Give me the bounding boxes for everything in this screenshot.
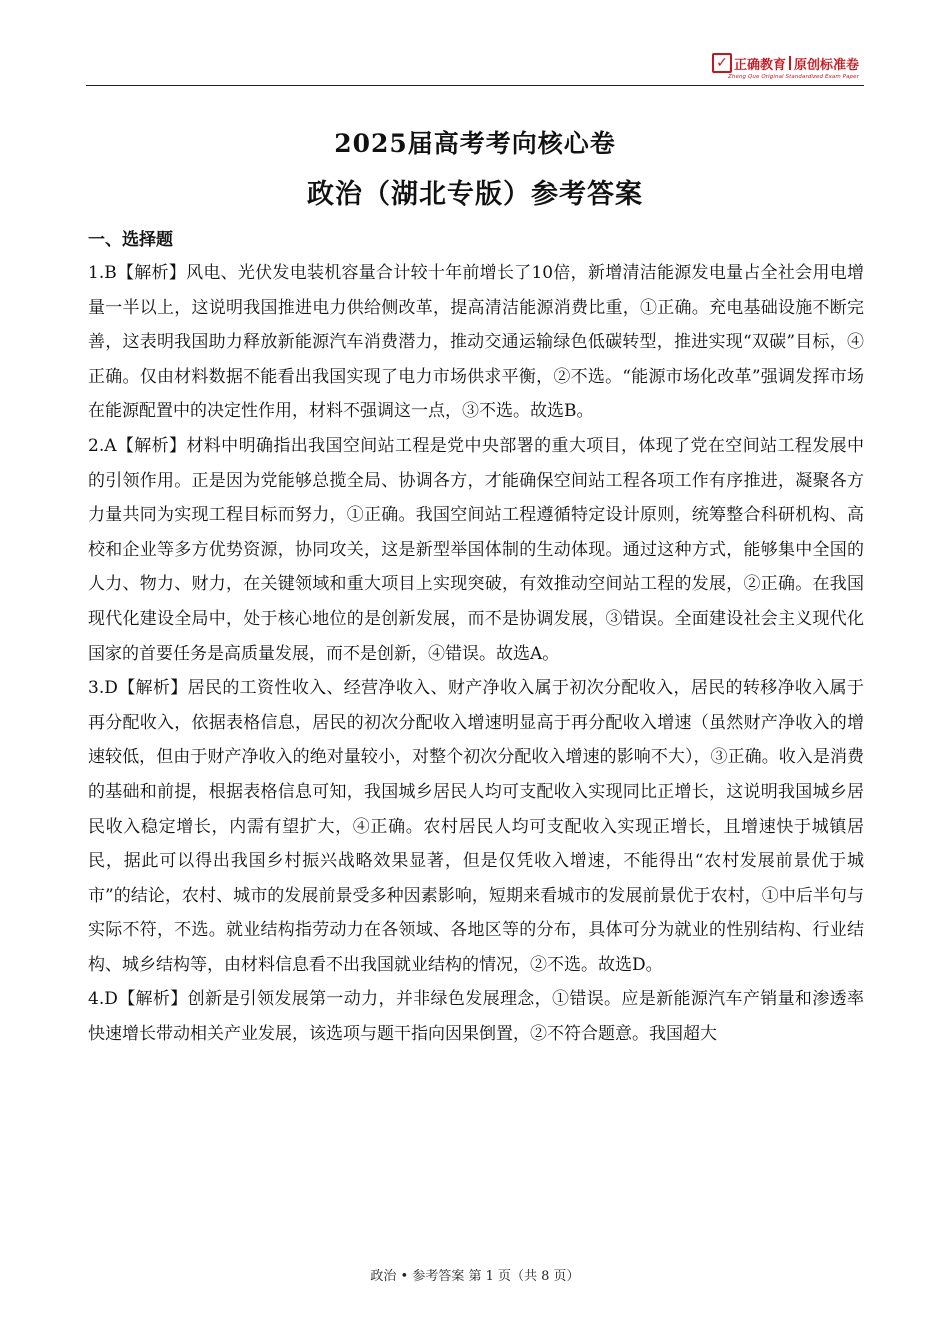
brand-logo [712, 53, 859, 80]
brand-name: 正确教育 [733, 57, 786, 73]
brand-divider [789, 56, 791, 70]
section-heading: 一、选择题 [88, 230, 173, 250]
answer-item-3: 3.D【解析】居民的工资性收入、经营净收入、财产净收入属于初次分配收入，居民的转移净收入属于再分配收入，依据表格信息，居民的初次分配收入增速明显高于再分配收入增速（虽然财产净收入的增速较低，但由于财产净收入的绝对量较小，对整个初次分配收入增速的影响不大），③正确。收入是消费的基础和前提，根据表格信息可知，我国城乡居民人均可支配收入实现同比正增长，这说明我国城乡居民收入稳定增长，内需有望扩大，④正确。农村居民人均可支配收入实现正增长，且增速快于城镇居民，据此可以得出我国乡村振兴战略效果显著，但是仅凭收入增速，不能得出“农村发展前景优于城市”的结论，农村、城市的发展前景受多种因素影响，短期来看城市的发展前景优于农村，①中后半句与实际不符，不选。就业结构指劳动力在各领域、各地区等的分布，具体可分为就业的性别结构、行业结构、城乡结构等，由材料信息看不出我国就业结构的情况，②不选。故选D。 [88, 678, 864, 975]
answer-item-2: 2.A【解析】材料中明确指出我国空间站工程是党中央部署的重大项目，体现了党在空间站工程发展中的引领作用。正是因为党能够总揽全局、协调各方，才能确保空间站工程各项工作有序推进，凝聚各方力量共同为实现工程目标而努力，①正确。我国空间站工程遵循特定设计原则，统筹整合科研机构、高校和企业等多方优势资源，协同攻关，这是新型举国体制的生动体现。通过这种方式，能够集中全国的人力、物力、财力，在关键领域和重大项目上实现突破，有效推动空间站工程的发展，②正确。在我国现代化建设全局中，处于核心地位的是创新发展，而不是协调发展，③错误。全面建设社会主义现代化国家的首要任务是高质量发展，而不是创新，④错误。故选A。 [88, 435, 864, 664]
header-divider [86, 85, 864, 86]
page-footer: 政治 • 参考答案 第 1 页（共 8 页） [370, 1269, 580, 1284]
answer-item-4: 4.D【解析】创新是引领发展第一动力，并非绿色发展理念，①错误。应是新能源汽车产销量和渗透率快速增长带动相关产业发展，该选项与题干指向因果倒置，②不符合题意。我国超大 [88, 989, 864, 1045]
brand-english: Zheng Que Original Standardized Exam Paper [728, 74, 859, 80]
document-title: 2025届高考考向核心卷 [334, 129, 616, 158]
answer-item-1: 1.B【解析】风电、光伏发电装机容量合计较十年前增长了10倍，新增清洁能源发电量占全社会用电增量一半以上，这说明我国推进电力供给侧改革，提高清洁能源消费比重，①正确。充电基础设施不断完善，这表明我国助力释放新能源汽车消费潜力，推动交通运输绿色低碳转型，推进实现“双碳”目标，④正确。仅由材料数据不能看出我国实现了电力市场供求平衡，②不选。“能源市场化改革”强调发挥市场在能源配置中的决定性作用，材料不强调这一点，③不选。故选B。 [88, 263, 864, 422]
brand-slogan: 原创标准卷 [793, 57, 859, 73]
checkmark-icon: ✓ [712, 53, 732, 73]
answer-list [88, 256, 864, 1052]
document-subtitle: 政治（湖北专版）参考答案 [307, 179, 643, 210]
